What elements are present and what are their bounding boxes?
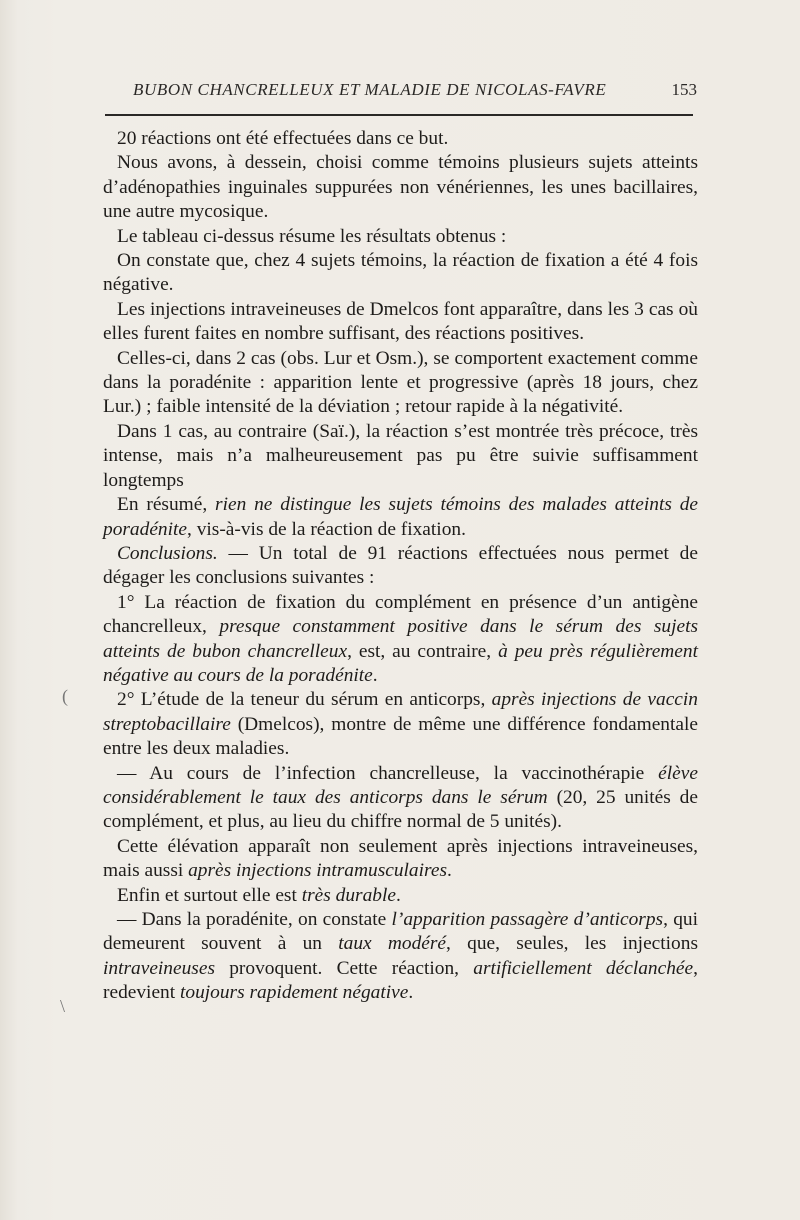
italic-text: presque constamment positive dans le sérum des sujets atteints de bubon chancrelleux — [103, 616, 699, 662]
body-text — [103, 127, 698, 1006]
header-rule — [105, 114, 693, 116]
text-run: provoquent. Cette réaction, — [215, 957, 474, 979]
paragraph — [103, 884, 698, 908]
text-run: . — [447, 860, 452, 882]
text-run: 20 réactions ont été effectuées dans ce but. — [117, 128, 449, 149]
text-run: 2° L’étude de la teneur du sérum en anticorps, — [117, 689, 492, 711]
paragraph — [103, 420, 698, 493]
paragraph — [103, 835, 698, 884]
italic-text: très durable — [301, 884, 396, 906]
text-run: , redevient — [103, 957, 698, 1004]
text-run: (20, 25 unités de complément, et plus, au lieu du chiffre normal de 5 unités). — [103, 786, 698, 833]
text-run: Dans 1 cas, au contraire (Saï.), la réaction s’est montrée très précoce, très intense, mais n’a malheureusement pas pu être suivie suffisamment longtemps — [103, 420, 698, 491]
paragraph — [103, 127, 698, 151]
italic-text: élève considérablement le taux des anticorps dans le sérum — [103, 762, 698, 808]
text-run: — Un total de 91 réactions effectuées nous permet de dégager les conclusions suivantes : — [103, 542, 698, 589]
paragraph — [103, 347, 698, 420]
paragraph — [103, 249, 698, 298]
text-run: , est, au contraire, — [347, 640, 499, 662]
text-run: . — [408, 982, 414, 1004]
paragraph — [103, 688, 698, 761]
italic-text: rien ne distingue les sujets témoins des malades atteints de poradénite — [103, 494, 699, 540]
text-run: , que, seules, les injections — [446, 933, 698, 955]
text-run: Le tableau ci-dessus résume les résultats obtenus : — [117, 225, 507, 247]
text-run: , vis-à-vis de la réaction de fixation. — [187, 518, 466, 540]
italic-text: après injections de vaccin streptobacillaire — [103, 689, 698, 735]
italic-text: à peu près régulièrement négative au cours de la poradénite — [103, 640, 698, 686]
paragraph — [103, 298, 698, 347]
italic-text: taux modéré — [338, 933, 447, 955]
paragraph — [103, 151, 698, 224]
paragraph — [103, 591, 698, 689]
text-run: (Dmelcos), montre de même une différence fondamentale entre les deux maladies. — [103, 713, 698, 760]
paragraph — [103, 762, 698, 835]
paragraph — [103, 225, 698, 249]
paragraph — [103, 542, 698, 591]
text-run: , qui demeurent souvent à un — [103, 909, 698, 955]
page-number: 153 — [671, 80, 697, 99]
text-run: Cette élévation apparaît non seulement après injections intraveineuses, mais aussi — [103, 835, 698, 882]
text-run: — Au cours de l’infection chancrelleuse, la vaccinothérapie — [117, 762, 659, 784]
text-run: Les injections intraveineuses de Dmelcos font apparaître, dans les 3 cas où elles furent faites en nombre suffisant, des réactions positives. — [103, 298, 698, 345]
margin-mark: ( — [62, 686, 68, 706]
text-run: Enfin et surtout elle est — [117, 884, 302, 906]
text-run: — Dans la poradénite, on constate — [117, 909, 392, 930]
margin-mark: \ — [60, 996, 66, 1016]
italic-text: toujours rapidement négative — [180, 982, 409, 1004]
text-run: . — [372, 664, 378, 686]
text-run: . — [395, 884, 401, 906]
italic-text: après injections intramusculaires — [188, 860, 447, 882]
paragraph — [103, 493, 698, 542]
italic-text: intraveineuses — [103, 957, 216, 979]
text-run: Celles-ci, dans 2 cas (obs. Lur et Osm.), se comportent exactement comme dans la poradénite : apparition lente et progressive (après 18 jours, chez Lur.) ; faible intensité de la déviation ; retour rapide à la négativité. — [103, 347, 698, 418]
text-run: On constate que, chez 4 sujets témoins, la réaction de fixation a été 4 fois négative. — [103, 250, 698, 296]
italic-text: artificiellement déclanchée — [473, 957, 694, 979]
text-run: 1° La réaction de fixation du complément en présence d’un antigène chancrelleux, — [103, 591, 698, 638]
italic-text: Conclusions. — [117, 542, 218, 564]
italic-text: l’apparition passagère d’anticorps — [391, 909, 664, 930]
paragraph — [103, 908, 698, 1006]
text-run: En résumé, — [117, 494, 216, 516]
running-title: BUBON CHANCRELLEUX ET MALADIE DE NICOLAS-FAVRE — [133, 80, 607, 99]
text-run: Nous avons, à dessein, choisi comme témoins plusieurs sujets atteints d’adénopathies inguinales suppurées non vénériennes, les unes bacillaires, une autre mycosique. — [103, 152, 698, 223]
